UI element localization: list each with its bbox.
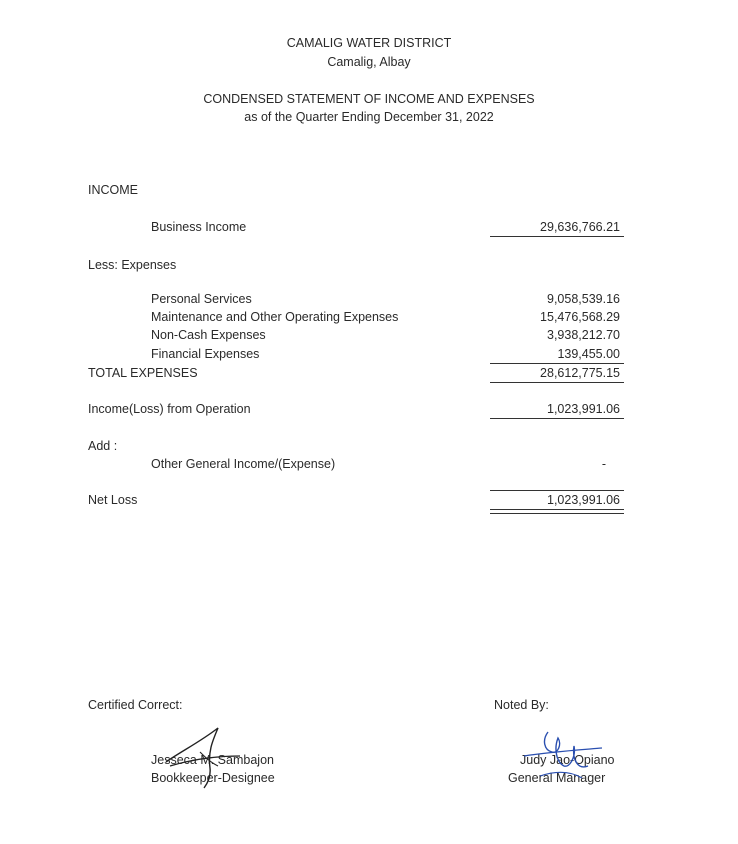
- noted-signatory-name: Judy Jao-Opiano: [520, 753, 615, 767]
- income-heading: INCOME: [88, 183, 138, 197]
- expense-item-label: Non-Cash Expenses: [151, 328, 266, 342]
- other-income-label: Other General Income/(Expense): [151, 457, 336, 471]
- expense-item-value: 139,455.00: [557, 347, 620, 361]
- business-income-label: Business Income: [151, 220, 247, 234]
- operation-income-value: 1,023,991.06: [547, 402, 620, 416]
- operation-income-label: Income(Loss) from Operation: [88, 402, 251, 416]
- add-heading: Add :: [88, 439, 118, 453]
- net-loss-top-rule: [490, 490, 624, 491]
- statement-title: CONDENSED STATEMENT OF INCOME AND EXPENSES: [203, 92, 535, 106]
- certified-signatory-name: Jesseca M. Sambajon: [151, 753, 274, 767]
- operation-income-underline: [490, 418, 624, 419]
- expense-item-value: 3,938,212.70: [547, 328, 620, 342]
- total-expenses-underline: [490, 382, 624, 383]
- net-loss-label: Net Loss: [88, 493, 138, 507]
- net-loss-double-underline: [490, 509, 624, 514]
- organization-name: CAMALIG WATER DISTRICT: [286, 36, 452, 50]
- certified-correct-label: Certified Correct:: [88, 698, 183, 712]
- statement-period: as of the Quarter Ending December 31, 2022: [244, 110, 494, 124]
- noted-by-label: Noted By:: [494, 698, 549, 712]
- expense-item-label: Personal Services: [151, 292, 252, 306]
- expense-item-label: Financial Expenses: [151, 347, 260, 361]
- bookkeeper-signature: [160, 722, 250, 790]
- expense-item-value: 15,476,568.29: [540, 310, 620, 324]
- expenses-subtotal-rule: [490, 363, 624, 364]
- general-manager-signature: [518, 726, 608, 788]
- certified-signatory-title: Bookkeeper-Designee: [151, 771, 275, 785]
- business-income-value: 29,636,766.21: [540, 220, 620, 234]
- business-income-underline: [490, 236, 624, 237]
- organization-location: Camalig, Albay: [327, 55, 411, 69]
- total-expenses-value: 28,612,775.15: [540, 366, 620, 380]
- total-expenses-label: TOTAL EXPENSES: [88, 366, 198, 380]
- expense-item-value: 9,058,539.16: [547, 292, 620, 306]
- noted-signatory-title: General Manager: [508, 771, 606, 785]
- net-loss-value: 1,023,991.06: [547, 493, 620, 507]
- other-income-value: -: [601, 457, 606, 471]
- expense-item-label: Maintenance and Other Operating Expenses: [151, 310, 399, 324]
- expenses-heading: Less: Expenses: [88, 258, 177, 272]
